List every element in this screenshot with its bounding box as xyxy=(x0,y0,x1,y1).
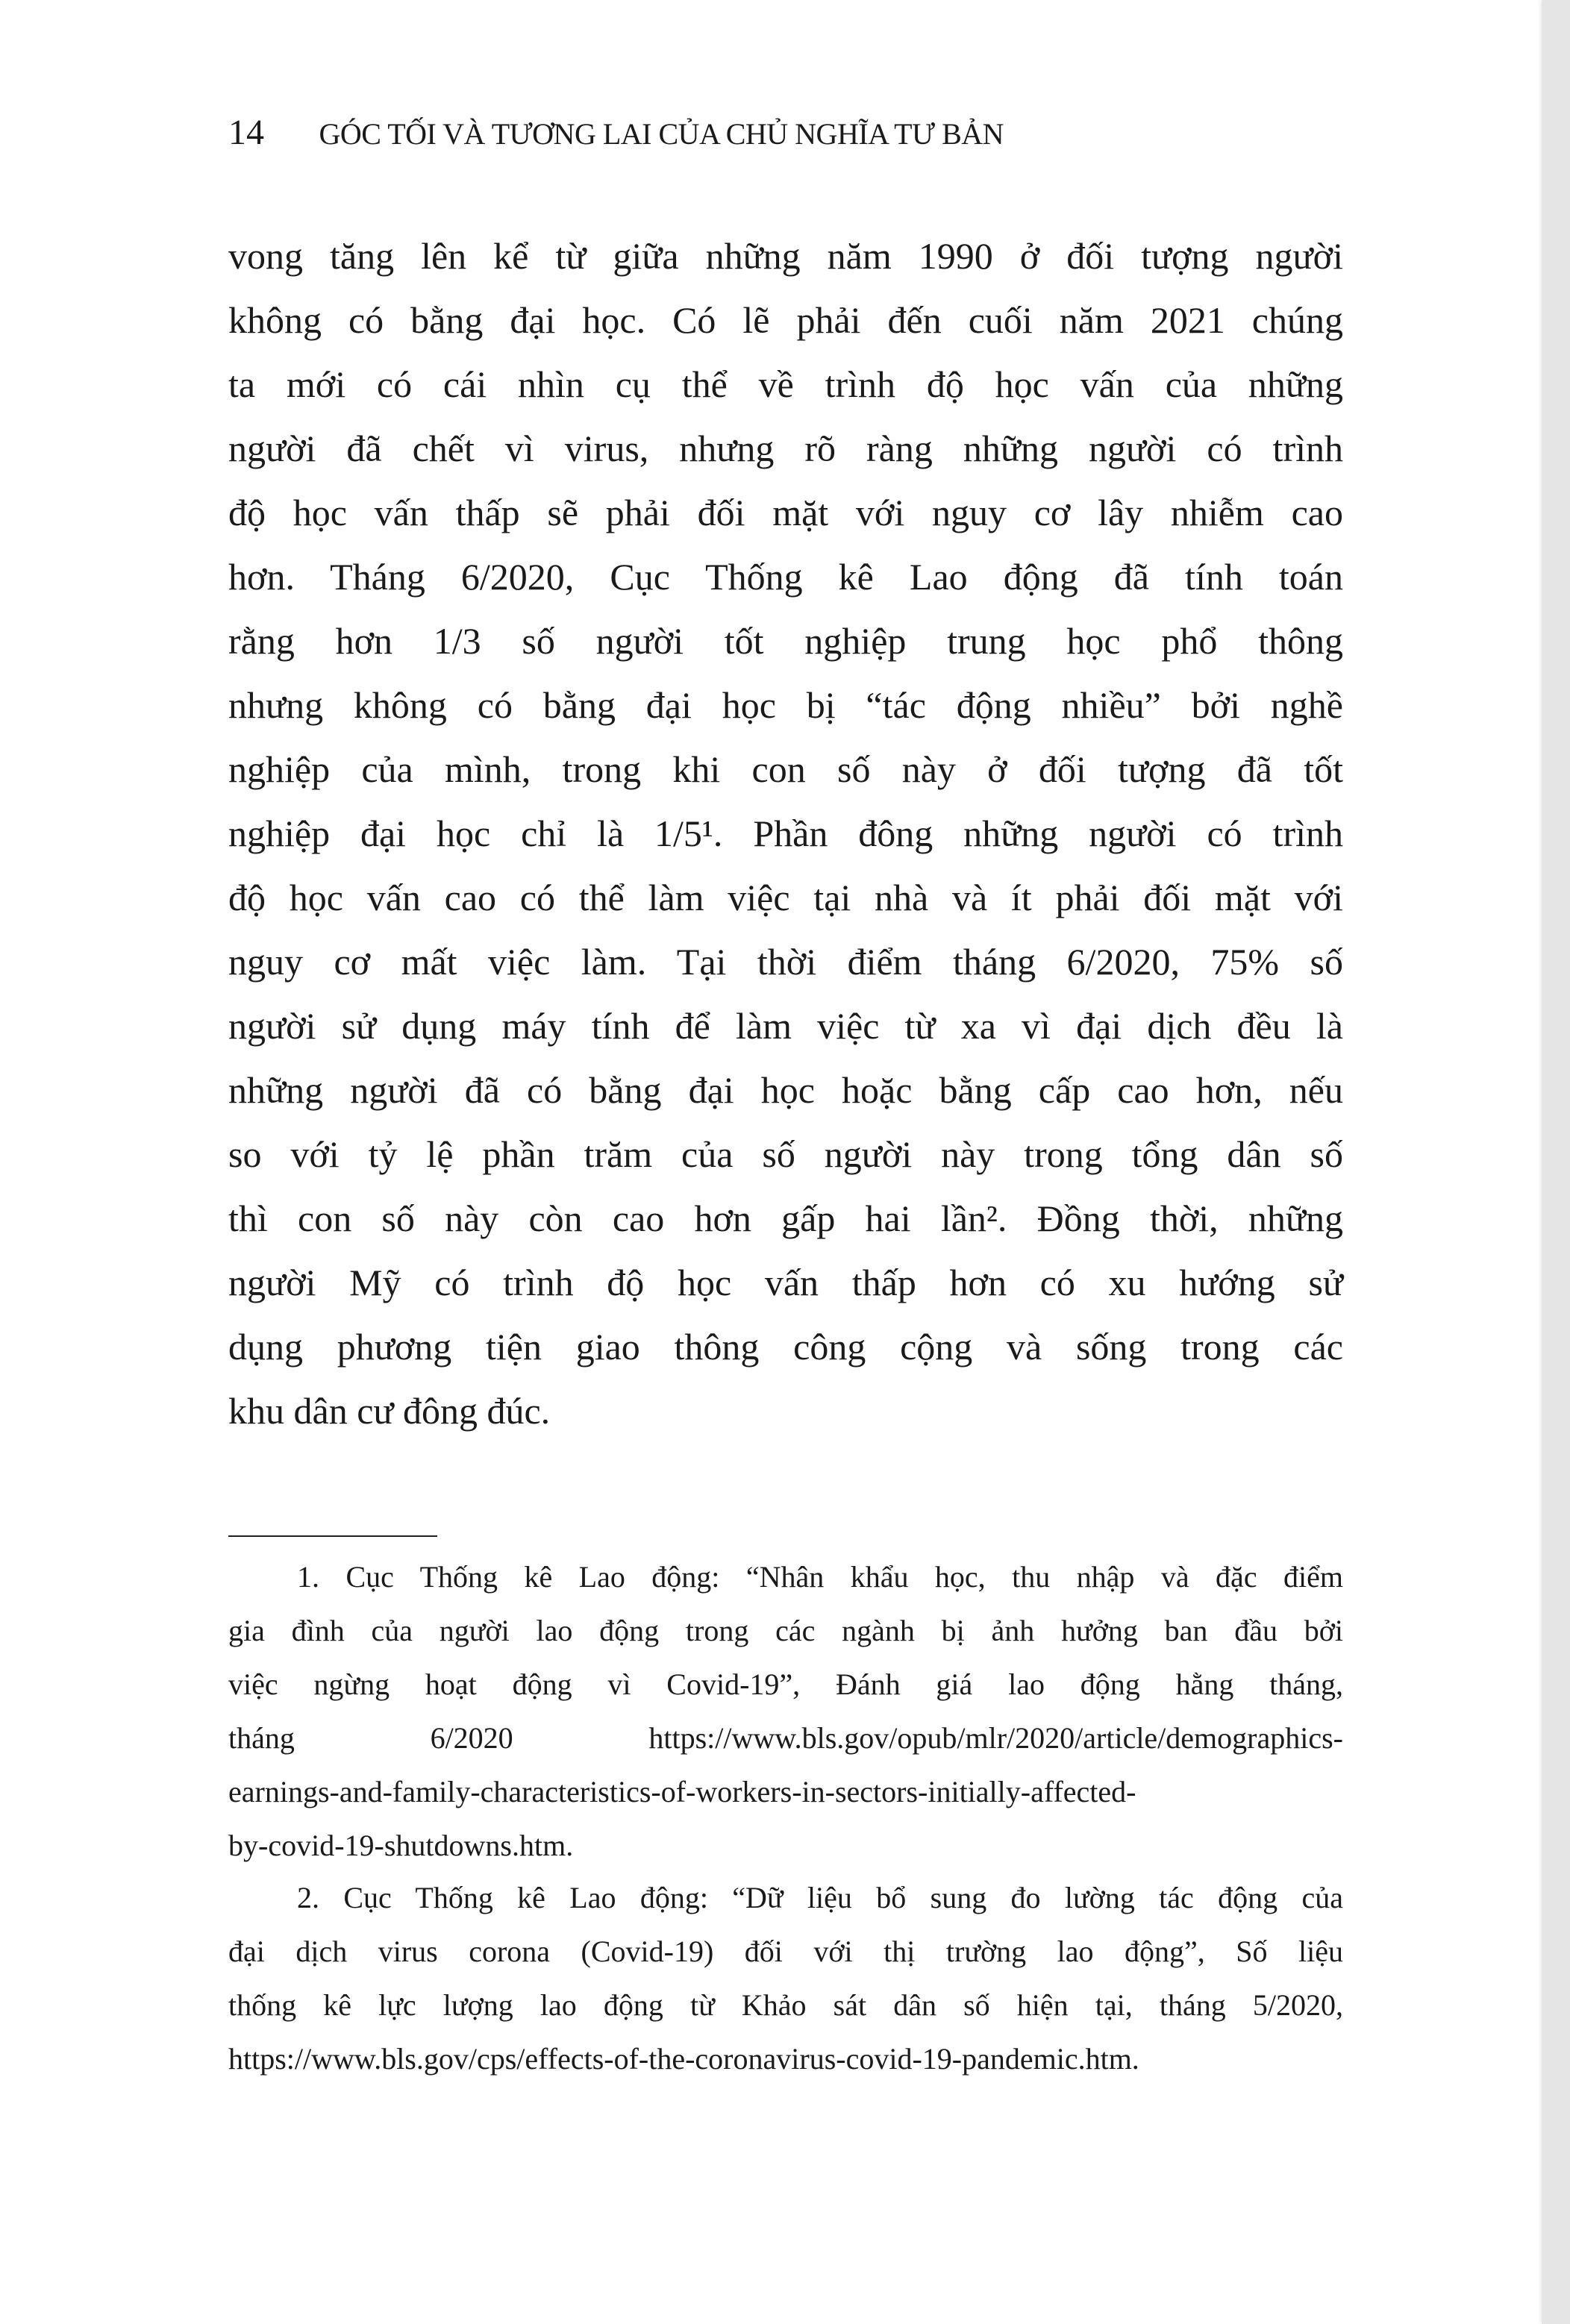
footnote-2 xyxy=(228,1871,1343,2086)
body-line: khu dân cư đông đúc. xyxy=(228,1390,551,1432)
body-line: ta mới có cái nhìn cụ thể về trình độ học vấn của những xyxy=(228,363,1343,405)
body-line: nguy cơ mất việc làm. Tại thời điểm tháng 6/2020, 75% số xyxy=(228,941,1343,983)
footnote-line: tháng 6/2020 https://www.bls.gov/opub/mlr/2020/article/demographics- xyxy=(228,1721,1343,1755)
body-text xyxy=(228,224,1343,1443)
footnote-divider xyxy=(228,1535,437,1537)
body-line: vong tăng lên kể từ giữa những năm 1990 ở đối tượng người xyxy=(228,235,1343,277)
body-line: nghiệp của mình, trong khi con số này ở đối tượng đã tốt xyxy=(228,748,1343,790)
page-number: 14 xyxy=(228,113,264,152)
footnote-line: gia đình của người lao động trong các ngành bị ảnh hưởng ban đầu bởi xyxy=(228,1614,1343,1647)
body-line: so với tỷ lệ phần trăm của số người này trong tổng dân số xyxy=(228,1133,1343,1175)
footnote-line: https://www.bls.gov/cps/effects-of-the-coronavirus-covid-19-pandemic.htm. xyxy=(228,2042,1139,2076)
viewer-side-gutter xyxy=(1542,0,1570,2324)
body-line: người đã chết vì virus, nhưng rõ ràng những người có trình xyxy=(228,427,1343,469)
running-header xyxy=(228,112,1004,153)
footnote-line: 1. Cục Thống kê Lao động: “Nhân khẩu học, thu nhập và đặc điểm xyxy=(297,1560,1343,1594)
footnote-line: việc ngừng hoạt động vì Covid-19”, Đánh giá lao động hằng tháng, xyxy=(228,1667,1343,1701)
body-line: nhưng không có bằng đại học bị “tác động nhiều” bởi nghề xyxy=(228,684,1343,726)
running-title: GÓC TỐI VÀ TƯƠNG LAI CỦA CHỦ NGHĨA TƯ BẢN xyxy=(319,117,1004,151)
body-line: dụng phương tiện giao thông công cộng và sống trong các xyxy=(228,1326,1343,1368)
body-line: không có bằng đại học. Có lẽ phải đến cuối năm 2021 chúng xyxy=(228,299,1343,341)
footnote-line: thống kê lực lượng lao động từ Khảo sát dân số hiện tại, tháng 5/2020, xyxy=(228,1988,1343,2022)
body-line: người Mỹ có trình độ học vấn thấp hơn có xu hướng sử xyxy=(228,1262,1343,1303)
footnote-line: earnings-and-family-characteristics-of-workers-in-sectors-initially-affected- xyxy=(228,1775,1136,1808)
body-line: độ học vấn cao có thể làm việc tại nhà và ít phải đối mặt với xyxy=(228,877,1343,918)
body-line: hơn. Tháng 6/2020, Cục Thống kê Lao động đã tính toán xyxy=(228,556,1343,598)
body-line: độ học vấn thấp sẽ phải đối mặt với nguy cơ lây nhiễm cao xyxy=(228,492,1343,533)
footnote-line: đại dịch virus corona (Covid-19) đối với thị trường lao động”, Số liệu xyxy=(228,1935,1343,1968)
footnote-1 xyxy=(228,1550,1343,1873)
body-line: những người đã có bằng đại học hoặc bằng cấp cao hơn, nếu xyxy=(228,1069,1343,1111)
footnote-line: by-covid-19-shutdowns.htm. xyxy=(228,1829,574,1862)
body-line: người sử dụng máy tính để làm việc từ xa vì đại dịch đều là xyxy=(228,1005,1343,1047)
footnote-line: 2. Cục Thống kê Lao động: “Dữ liệu bổ sung đo lường tác động của xyxy=(297,1881,1343,1914)
body-line: nghiệp đại học chỉ là 1/5¹. Phần đông những người có trình xyxy=(228,812,1343,854)
body-line: thì con số này còn cao hơn gấp hai lần². Đồng thời, những xyxy=(228,1197,1343,1239)
body-line: rằng hơn 1/3 số người tốt nghiệp trung học phổ thông xyxy=(228,620,1343,662)
